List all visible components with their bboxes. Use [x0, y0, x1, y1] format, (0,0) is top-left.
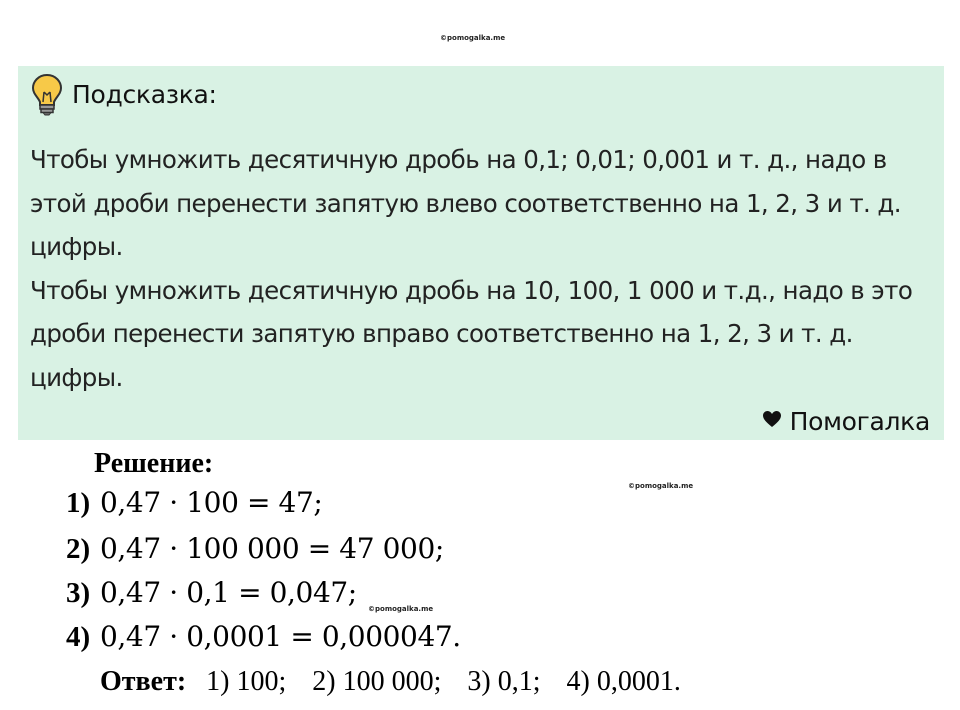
answer-label: Ответ: [100, 666, 187, 697]
line-number: 1) [66, 487, 91, 519]
watermark-lower: ©pomogalka.me [368, 605, 434, 613]
answer-line [100, 666, 707, 698]
solution-line [66, 620, 461, 664]
answer-item: 2) 100 000; [312, 666, 442, 697]
answer-item: 4) 0,0001. [566, 666, 681, 697]
heart-icon [762, 410, 782, 428]
solution-title: Решение: [94, 448, 214, 479]
lightbulb-icon [30, 72, 64, 116]
hint-box [18, 66, 944, 440]
hint-paragraph-1: Чтобы умножить десятичную дробь на 0,1; 0,01; 0,001 и т. д., надо в этой дроби перенести запятую влево соответственно на 1, 2, 3 и т. д. цифры. [30, 145, 901, 261]
line-number: 2) [66, 533, 91, 565]
line-expression: 0,47 · 0,0001 = 0,000047. [100, 620, 461, 653]
line-number: 4) [66, 621, 91, 653]
line-number: 3) [66, 577, 91, 609]
solution-line [66, 486, 322, 530]
hint-title: Подсказка: [72, 79, 217, 109]
line-expression: 0,47 · 0,1 = 0,047; [100, 576, 357, 609]
hint-header [30, 72, 217, 116]
watermark-middle: ©pomogalka.me [628, 482, 694, 490]
brand-label: Помогалка [789, 407, 930, 436]
hint-paragraph-2: Чтобы умножить десятичную дробь на 10, 100, 1 000 и т.д., надо в это дроби перенести запятую вправо соответственно на 1, 2, 3 и т. д. цифры. [30, 275, 913, 392]
answer-item: 1) 100; [206, 666, 287, 697]
line-expression: 0,47 · 100 = 47; [100, 486, 323, 519]
hint-body [30, 138, 936, 399]
line-expression: 0,47 · 100 000 = 47 000; [100, 532, 444, 565]
solution-line [66, 532, 444, 576]
solution-line [66, 576, 357, 620]
answer-item: 3) 0,1; [467, 666, 541, 697]
brand-signature [762, 407, 930, 436]
watermark-top: ©pomogalka.me [440, 34, 506, 42]
